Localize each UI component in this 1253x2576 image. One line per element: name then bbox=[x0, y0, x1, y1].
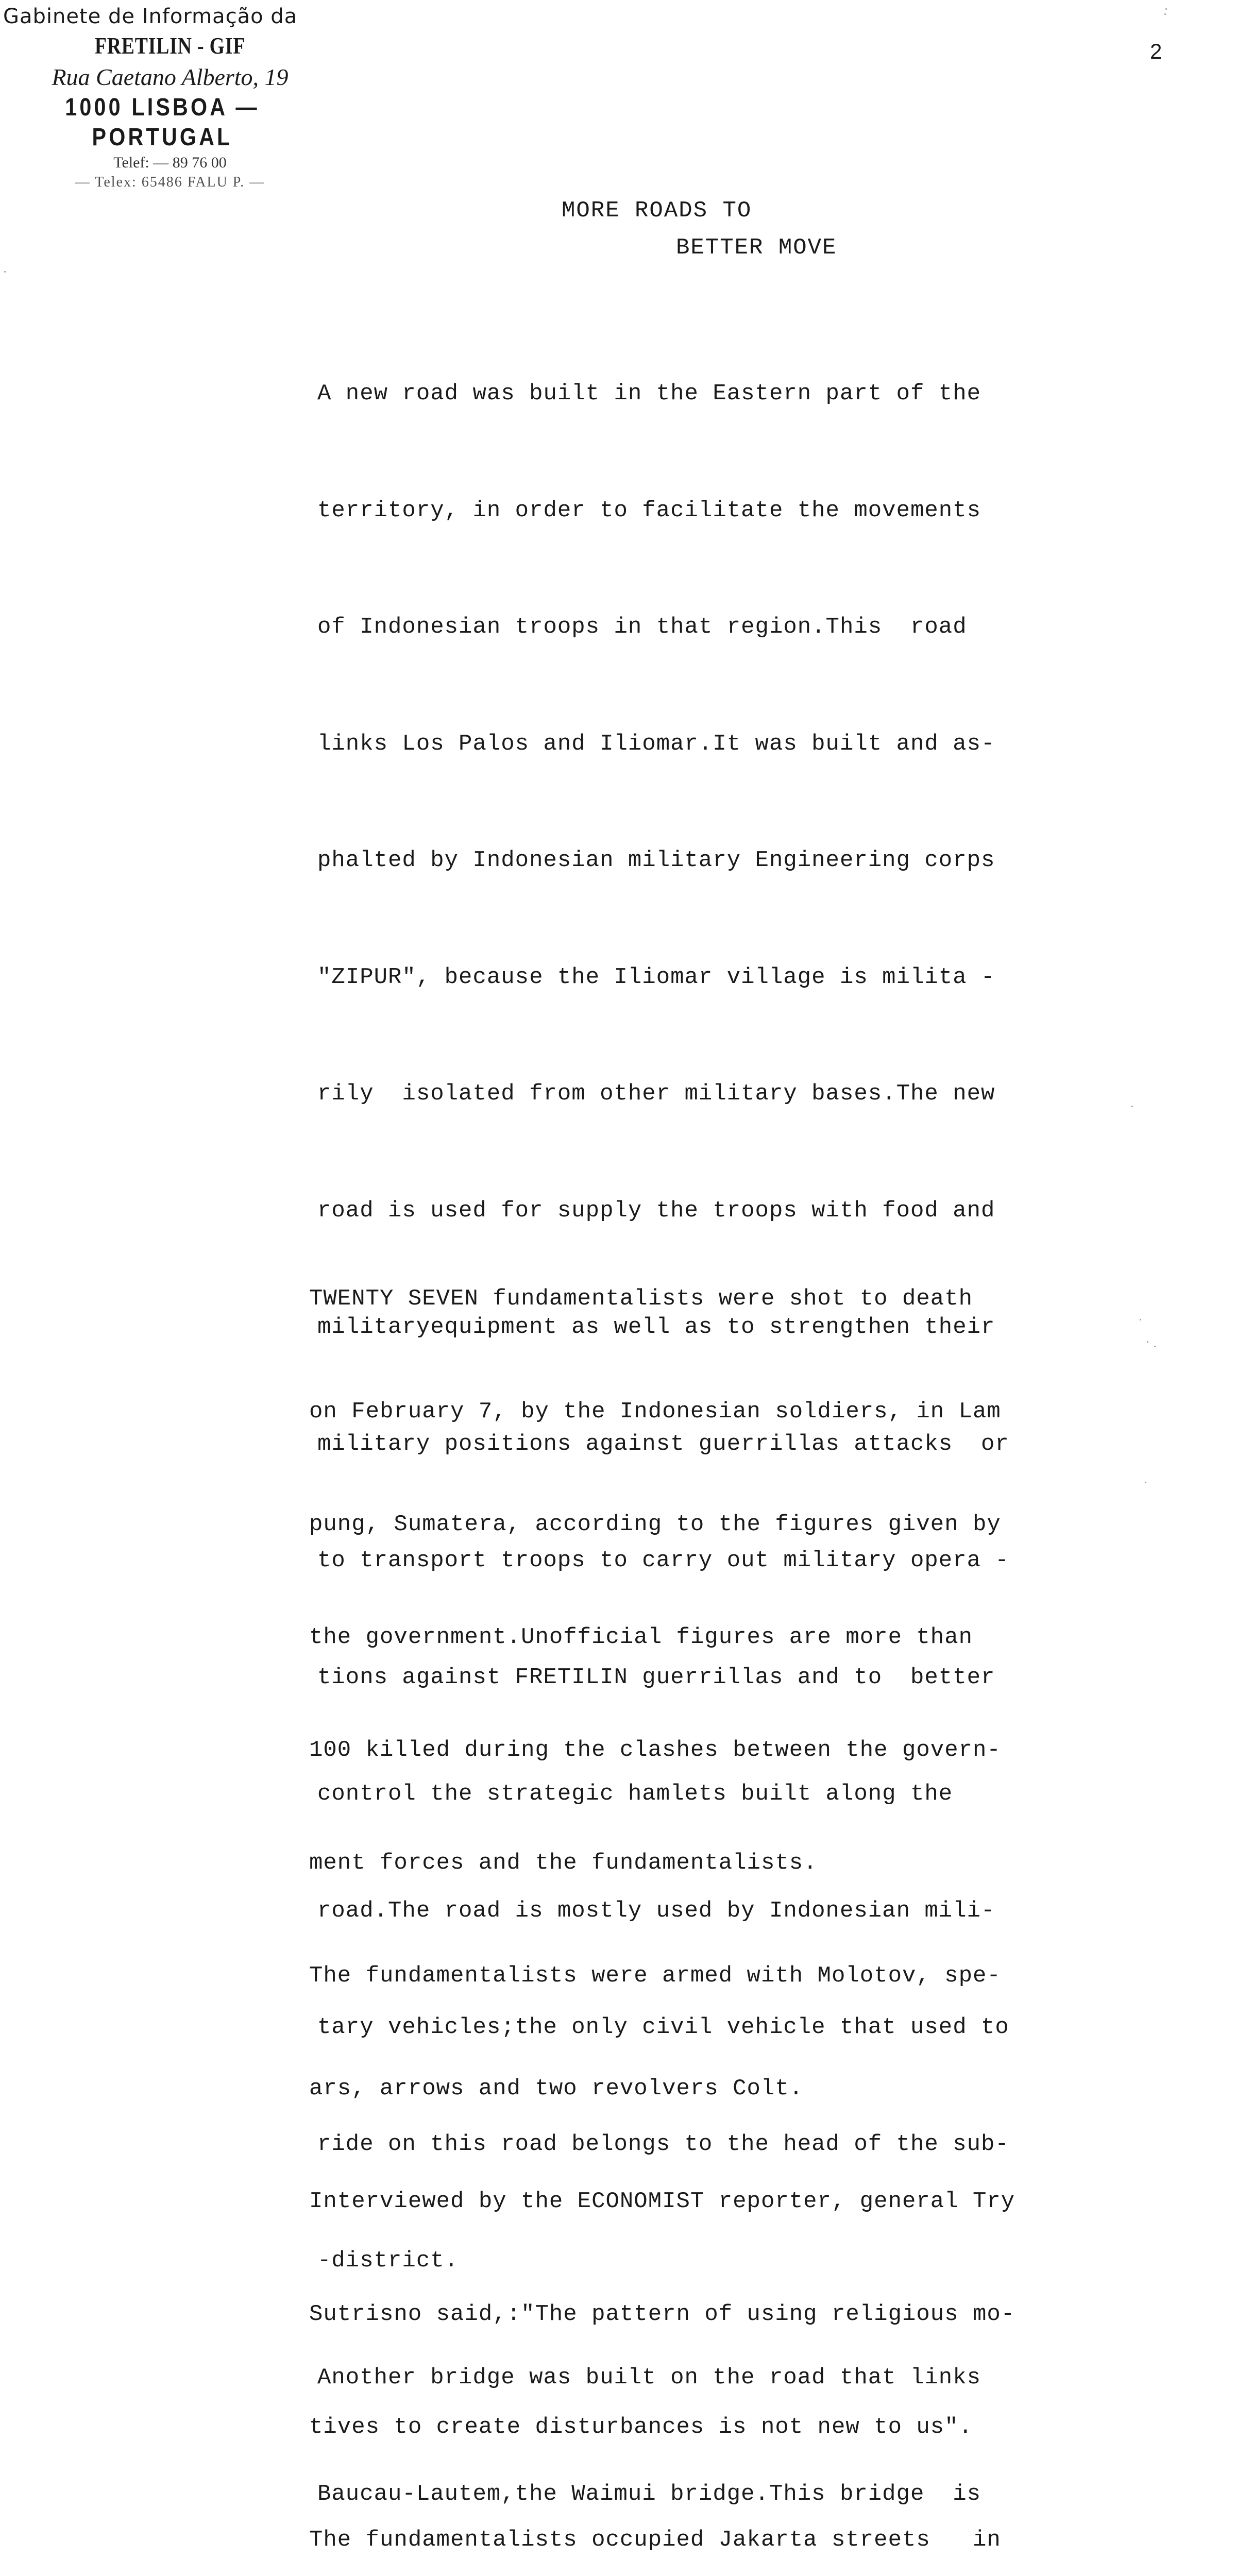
text-line: rily isolated from other military bases.The new bbox=[317, 1081, 995, 1107]
text-line: The fundamentalists occupied Jakarta streets in bbox=[309, 2527, 1001, 2553]
text-line: ars, arrows and two revolvers Colt. bbox=[309, 2076, 804, 2102]
article-fundamentalists-body bbox=[309, 1205, 1015, 2576]
scan-speck bbox=[1145, 1482, 1146, 1483]
page-number: 2 bbox=[1150, 39, 1162, 63]
scan-speck bbox=[1147, 1341, 1148, 1343]
text-line: A new road was built in the Eastern part of the bbox=[317, 381, 981, 406]
letterhead-telex: — Telex: 65486 FALU P. — bbox=[75, 174, 265, 190]
text-line: Baucau-Lautem,the Waimui bridge.This bridge is bbox=[317, 2481, 981, 2507]
text-line: military positions against guerrillas attacks or bbox=[317, 1431, 1009, 1457]
text-line: Sutrisno said,:"The pattern of using religious mo- bbox=[309, 2301, 1015, 2327]
text-line: to transport troops to carry out military opera - bbox=[317, 1548, 1009, 1573]
scan-speck bbox=[4, 271, 6, 273]
scan-speck bbox=[1154, 1346, 1156, 1347]
text-line: phalted by Indonesian military Engineering corps bbox=[317, 848, 995, 873]
text-line: road.The road is mostly used by Indonesian mili- bbox=[317, 1897, 995, 1924]
letterhead-telephone: Telef: — 89 76 00 bbox=[113, 154, 227, 171]
text-line: "ZIPUR", because the Iliomar village is milita - bbox=[317, 964, 995, 990]
text-line: road is used for supply the troops with food and bbox=[317, 1197, 995, 1224]
text-line: militaryequipment as well as to strengthen their bbox=[317, 1314, 995, 1340]
letterhead-street-address: Rua Caetano Alberto, 19 bbox=[52, 64, 289, 90]
text-line: The fundamentalists were armed with Molotov, spe- bbox=[309, 1963, 1001, 1989]
text-line: Interviewed by the ECONOMIST reporter, general Try bbox=[309, 2189, 1015, 2214]
text-line: the government.Unofficial figures are more than bbox=[309, 1624, 973, 1650]
letterhead-organization: FRETILIN - GIF bbox=[94, 32, 246, 59]
text-line: 100 killed during the clashes between the govern- bbox=[309, 1737, 1001, 1763]
text-line: tary vehicles;the only civil vehicle that used to bbox=[317, 2014, 1009, 2040]
text-line: control the strategic hamlets built along the bbox=[317, 1781, 953, 1807]
letterhead-stamp bbox=[0, 3, 340, 192]
scan-speck bbox=[1140, 1319, 1141, 1320]
text-line: on February 7, by the Indonesian soldiers, in Lam bbox=[309, 1399, 1001, 1425]
text-line: tives to create disturbances is not new to us". bbox=[309, 2414, 973, 2440]
text-line: tions against FRETILIN guerrillas and to better bbox=[317, 1664, 995, 1690]
text-line: pung, Sumatera, according to the figures given by bbox=[309, 1512, 1001, 1537]
text-line: ment forces and the fundamentalists. bbox=[309, 1850, 818, 1876]
headline-line-2: BETTER MOVE bbox=[676, 235, 837, 261]
text-line: links Los Palos and Iliomar.It was built and as- bbox=[317, 731, 995, 757]
text-line: Another bridge was built on the road that links bbox=[317, 2364, 981, 2391]
letterhead-city-country: 1000 LISBOA — PORTUGAL bbox=[65, 94, 260, 151]
text-line: -district. bbox=[317, 2248, 459, 2274]
scan-speck bbox=[1164, 13, 1166, 15]
text-line: ride on this road belongs to the head of the sub- bbox=[317, 2131, 1009, 2157]
text-line: territory, in order to facilitate the movements bbox=[317, 497, 981, 523]
scan-speck bbox=[1165, 8, 1167, 10]
text-line: TWENTY SEVEN fundamentalists were shot to death bbox=[309, 1286, 973, 1312]
headline-line-1: MORE ROADS TO bbox=[562, 198, 752, 224]
scan-speck bbox=[1131, 1106, 1133, 1107]
text-line: of Indonesian troops in that region.This road bbox=[317, 614, 967, 640]
letterhead-office-name: Gabinete de Informação da bbox=[3, 5, 298, 28]
